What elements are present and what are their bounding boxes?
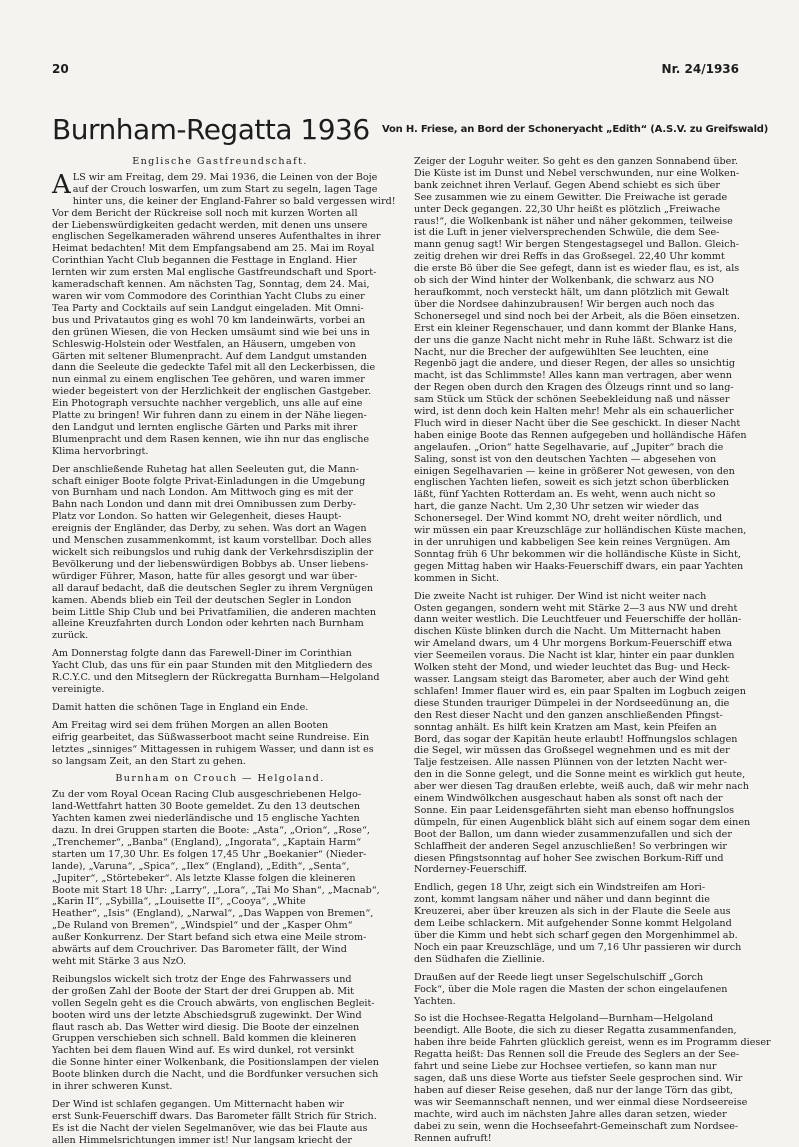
text-line: Heimat bedachten! Mit dem Empfangsabend am 25. Mai im Royal [52,243,375,255]
text-line: eifrig gearbeitet, das Süßwasserboot macht seine Rundreise. Ein [52,731,370,743]
text-line: Yachten kamen zwei niederländische und 15 englische Yachten [52,813,360,825]
text-line: Wolken steht der Mond, und wieder leuchtet das Bug- und Heck- [414,662,731,674]
text-line: weht mit Stärke 3 aus NzO. [52,956,187,967]
text-line: die Segel, wir müssen das Großsegel wegnehmen und es mit der [414,745,730,757]
right-column [414,156,771,1144]
text-line: dabei zu sein, wenn die Hochseefahrt-Gemeinschaft zum Nordsee- [414,1120,739,1132]
left-column [52,156,396,1147]
text-line: der großen Zahl der Boote der Start der drei Gruppen ab. Mit [52,985,354,997]
text-line: fahrt und seine Liebe zur Hochsee vertiefen, so kann man nur [414,1061,717,1073]
text-line: haben einige Boote das Rennen aufgegeben und holländische Häfen [414,429,747,441]
text-line: Yachten bei dem flauen Wind auf. Es wird dunkel, rot versinkt [52,1045,355,1057]
text-line: angelaufen. „Orion“ hatte Segelhavarie, auf „Jupiter“ brach die [414,441,724,453]
text-line: dischen Küste blinken durch die Nacht. Um Mitternacht haben [414,626,721,638]
text-line: die erste Bö über die See gefegt, dann ist es wieder flau, es ist, als [414,263,740,275]
text-line: vollen Segeln geht es die Crouch abwärts, von englischen Begleit- [52,997,375,1009]
text-line: kommen in Sicht. [414,572,500,584]
text-line: Der Wind ist schlafen gegangen. Um Mitternacht haben wir [52,1098,344,1110]
text-line: Tea Party and Cocktails auf sein Landgut eingeladen. Mit Omni- [52,302,364,314]
text-line: Rennen aufruft! [414,1132,492,1144]
paragraph [52,974,388,1093]
text-line: „Karin II“, „Sybilla“, „Louisette II“, „Cooya“, „White [52,896,306,908]
text-line: Noch ein paar Kreuzschläge, und um 7,16 Uhr passieren wir durch [414,941,742,953]
text-line: See zusammen wie zu einem Gewitter. Die Freiwache ist gerade [414,191,728,203]
text-line: Erst ein kleiner Regenschauer, und dann kommt der Blanke Hans, [414,322,737,334]
text-line: Regatta heißt: Das Rennen soll die Freude des Seglers an der See- [414,1049,740,1061]
text-line: Reibungslos wickelt sich trotz der Enge des Fahrwassers und [52,973,352,985]
text-line: Draußen auf der Reede liegt unser Segelschulschiff „Gorch [414,971,704,983]
text-line: bus und Privatautos ging es wohl 70 km landeinwärts, vorbei an [52,314,366,326]
text-line: ob sich der Wind hinter der Wolkenbank, die schwarz aus NO [414,275,715,287]
text-line: Zeiger der Loguhr weiter. So geht es den ganzen Sonnabend über. [414,156,738,167]
paragraph [52,1099,388,1147]
text-line: kamen. Abends blieb ein Teil der deutschen Segler in London [52,594,352,606]
text-line: wir müssen ein paar Kreuzschläge zur holländischen Küste machen, [414,525,747,537]
text-line: lernten wir zum ersten Mal englische Gastfreundschaft und Sport- [52,267,377,279]
text-line: zurück. [52,630,89,642]
text-line: den Rest dieser Nacht und den ganzen anschließenden Pfingst- [414,709,723,721]
text-line: den Landgut und lernten englische Gärten und Parks mit ihrer [52,421,358,433]
paragraph [52,720,388,768]
text-line: auf der Crouch loswarfen, um zum Start zu segeln, lagen Tage [72,183,378,195]
text-line: über die Kimm und hebt sich scharf gegen den Morgenhimmel ab. [414,930,738,941]
text-line: allen Himmelsrichtungen immer ist! Nur langsam kriecht der [52,1134,352,1146]
text-line: ist die Luft in jener vielversprechenden Schwüle, die dem See- [414,227,720,239]
text-line: haben ihre beide Fahrten glücklich gereist, wenn es im Programm dieser [414,1037,771,1049]
text-line: englischen Segelkameraden während unseres Aufenthaltes in ihrer [52,231,381,243]
text-line: den Südhafen die Ziellinie. [414,953,545,965]
text-line: Sonntag früh 6 Uhr bekommen wir die holländische Küste in Sicht, [414,548,741,560]
text-line: Osten gegangen, sondern weht mit Stärke 2—3 aus NW und dreht [414,602,738,614]
text-line: Yacht Club, das uns für ein paar Stunden mit den Mitgliedern des [52,660,373,672]
text-line: Endlich, gegen 18 Uhr, zeigt sich ein Windstreifen am Hori- [414,882,706,894]
text-line: „Jupiter“, „Störtebeker“. Als letzte Klasse folgen die kleineren [52,872,356,884]
text-line: Kreuzerei, aber über kreuzen als sich in der Flaute die Seele aus [414,906,731,918]
text-line: Fluch wird in dieser Nacht über die See geschickt. In dieser Nacht [414,417,741,429]
text-line: Heather“, „Isis“ (England), „Narwal“, „Das Wappen von Bremen“, [52,908,374,920]
text-line: Schonersegel und sind noch bei der Arbeit, als die Böen einsetzen. [414,310,740,322]
text-line: Nacht, nur die Brecher der aufgewühlten See leuchten, eine [414,346,709,358]
text-line: wickelt sich reibungslos und ruhig dank der Verkehrsdisziplin der [52,547,374,558]
drop-cap: A [52,169,71,200]
article-byline: Von H. Friese, an Bord der Schoneryacht „Edith“ (A.S.V. zu Greifswald) [382,124,769,135]
text-line: Am Freitag wird sei dem frühen Morgen an allen Booten [52,719,329,731]
text-line: Boot der Ballon, um dann wieder zusammenzufallen und sich der [414,828,732,840]
text-line: Schleswig-Holstein oder Westfalen, an Häusern, umgeben von [52,338,356,350]
text-line: Bahn nach London und dann mit drei Omnibussen zum Derby- [52,499,356,511]
text-line: haben auf dieser Reise gesehen, daß nur der lange Törn das gibt, [414,1084,734,1096]
text-line: raus!“, die Wolkenbank ist näher und näher gekommen, teilweise [414,215,733,227]
text-line: sam Stück um Stück der schönen Seebekleidung naß und nässer [414,394,730,406]
text-line: Schonersegel. Der Wind kommt NO, dreht weiter nördlich, und [414,513,723,525]
text-line: wird, ist denn doch kein Halten mehr! Mehr als ein schauerlicher [414,406,734,418]
page-number: 20 [52,62,69,76]
paragraph [52,169,396,458]
text-line: dann weiter westlich. Die Leuchtfeuer und Feuerschiffe der hollän- [414,614,742,626]
text-line: dem Leibe schlackern. Mit aufgehender Sonne kommt Helgoland [414,918,732,930]
text-line: kameradschaft kennen. Am nächsten Tag, Sonntag, dem 24. Mai, [52,279,370,291]
text-line: beendigt. Alle Boote, die sich zu dieser Regatta zusammenfanden, [414,1025,737,1037]
text-line: hart, die ganze Nacht. Um 2,30 Uhr setzen wir wieder das [414,501,699,513]
text-line: LS wir am Freitag, dem 29. Mai 1936, die Leinen von der Boje [72,171,378,183]
text-line: den grünen Wiesen, die von Hecken umsäumt sind wie bei uns in [52,326,370,338]
text-line: außer Konkurrenz. Der Start befand sich etwa eine Meile strom- [52,932,367,944]
paragraph [52,464,388,643]
text-line: „De Ruland von Bremen“, „Windspiel“ und der „Kasper Ohm“ [52,920,353,932]
text-line: dann die Seeleute die gedeckte Tafel mit all den Leckerbissen, die [52,362,376,374]
text-line: in der unruhigen und kabbeligen See kein reines Vergnügen. Am [414,537,731,548]
text-line: Platte zu bringen! Wir fuhren dann zu einem in der Nähe liegen- [52,410,367,422]
text-line: schlafen! Immer flauer wird es, ein paar Spalten im Logbuch zeigen [414,685,746,697]
text-line: in ihrer schweren Kunst. [52,1081,173,1093]
text-line: diesen Pfingstsonntag auf hoher See zwischen Borkum-Riff und [414,852,724,864]
text-line: was wir Seemannschaft nennen, und wer einmal diese Nordseereise [414,1096,748,1108]
paragraph [414,590,751,877]
text-line: waren wir vom Commodore des Corinthian Yacht Clubs zu einer [52,290,365,302]
text-line: aber wer diesen Tag draußen erlebte, weiß auch, daß wir mehr nach [414,781,749,793]
text-line: Die zweite Nacht ist ruhiger. Der Wind ist nicht weiter nach [414,590,707,602]
text-line: zont, kommt langsam näher und näher und dann beginnt die [414,894,710,906]
text-line: erst Sunk-Feuerschiff dwars. Das Barometer fällt Strich für Strich. [52,1110,377,1122]
text-line: einigen Segelhavarien — keine in größerer Not gewesen, von den [414,465,735,477]
paragraph [414,882,748,965]
text-line: Blumenpracht und dem Rasen kennen, wie ihn nur das englische [52,433,370,445]
text-line: starten um 17,30 Uhr. Es folgen 17,45 Uhr „Boekanier“ (Nieder- [52,848,367,860]
text-line: Gruppen verschieben sich schnell. Bald kommen die kleineren [52,1033,357,1045]
text-line: R.C.Y.C. und den Mitseglern der Rückregatta Burnham—Helgoland [52,672,380,684]
text-line: über die Nordsee dahinzubrausen! Wir bergen auch noch das [414,298,715,310]
text-line: lande), „Varuna“, „Spica“, „Ilex“ (England), „Edith“, „Senta“, [52,860,350,872]
paragraph [52,702,388,714]
text-line: wasser. Langsam steigt das Barometer, aber auch der Wind geht [414,673,729,685]
text-line: Saling, sonst ist von den deutschen Yachten — abgesehen von [414,453,717,465]
text-line: abwärts auf dem Crouchriver. Das Barometer fällt, der Wind [52,944,347,956]
text-line: sagen, daß uns diese Worte aus tiefster Seele gesprochen sind. Wir [414,1072,743,1084]
text-line: Yachten. [414,995,456,1007]
text-line: Bord, das sogar der Kapitän heute erlaubt! Hoffnungslos schlagen [414,733,738,745]
text-line: Norderney-Feuerschiff. [414,864,527,876]
text-line: Der anschließende Ruhetag hat allen Seeleuten gut, die Mann- [52,463,359,475]
text-line: letztes „sinniges“ Mittagessen in ruhigem Wasser, und dann ist es [52,743,374,755]
text-line: die Sonne hinter einer Wolkenbank, die Positionslampen der vielen [52,1057,379,1069]
text-line: mann genug sagt! Wir bergen Stengestagsegel und Ballon. Gleich- [414,239,740,251]
paragraph [52,648,388,696]
text-line: Damit hatten die schönen Tage in England ein Ende. [52,701,309,713]
text-line: hinter uns, die keiner der England-Fahrer so bald vergessen wird! [72,195,396,207]
text-line: Fock“, über die Mole ragen die Masten der schon eingelaufenen [414,983,728,995]
article-title: Burnham-Regatta 1936 [52,113,370,146]
section-heading-gastfreundschaft: Englische Gastfreundschaft. [132,156,308,167]
text-line: der Regen oben durch den Kragen des Ölzeugs rinnt und so lang- [414,382,734,394]
text-line: Boote blinken durch die Nacht, und die Bordfunker versuchen sich [52,1069,379,1081]
text-line: vereinigte. [52,683,105,695]
text-line: Schlaffheit der anderen Segel anzuschließen! So verbringen wir [414,840,727,852]
text-line: von Burnham und nach London. Am Mittwoch ging es mit der [52,487,354,499]
text-line: der uns die ganze Nacht nicht mehr in Ruhe läßt. Schwarz ist die [414,334,733,346]
text-line: Boote mit Start 18 Uhr: „Larry“, „Lora“, „Tai Mo Shan“, „Macnab“, [52,884,380,896]
text-line: Bevölkerung und der liebenswürdigen Bobbys ab. Unser liebens- [52,558,369,570]
text-line: beim Little Ship Club und bei Privatfamilien, die anderen machten [52,606,377,618]
text-line: läßt, fünf Yachten Rotterdam an. Es weht, wenn auch nicht so [414,489,716,501]
text-line: sonntag anhält. Es hilft kein Kratzen am Mast, kein Pfeifen an [414,721,717,733]
section-heading-burnham-helgoland: Burnham on Crouch — Helgoland. [115,773,325,785]
text-line: machte, wird auch im nächsten Jahre alles daran setzen, wieder [414,1108,727,1120]
text-line: Zu der vom Royal Ocean Racing Club ausgeschriebenen Helgo- [52,789,362,801]
text-line: Vor dem Bericht der Rückreise soll noch mit kurzen Worten all [52,207,358,219]
text-line: gegen Mittag haben wir Haaks-Feuerschiff dwars, ein paar Yachten [414,560,744,572]
text-line: bank zeichnet ihren Verlauf. Gegen Abend schiebt es sich über [414,179,720,191]
text-line: all darauf bedacht, daß die deutschen Segler zu ihrem Vergnügen [52,582,374,594]
text-line: würdiger Führer, Mason, hatte für alles gesorgt und war über- [52,570,358,582]
text-line: unter Deck gegangen. 22,30 Uhr heißt es plötzlich „Freiwache [414,203,721,215]
text-line: land-Wettfahrt hatten 30 Boote gemeldet. Zu den 13 deutschen [52,801,361,813]
text-line: Es ist die Nacht der vielen Segelmanöver, wie das bei Flaute aus [52,1122,368,1134]
text-line: Talje festzeisen. Alle nassen Plünnen von der letzten Nacht wer- [414,757,727,769]
text-line: Regenbö jagt die andere, und dieser Regen, der alles so unsichtig [414,358,735,370]
text-line: diese Stunden trauriger Dümpelei in der Nordseedünung an, die [414,697,730,709]
text-line: den in die Sonne gelegt, und die Sonne meint es wirklich gut heute, [414,769,746,781]
text-line: dazu. In drei Gruppen starten die Boote: „Asta“, „Orion“, „Rose“, [52,825,370,837]
text-line: zeitig drehen wir drei Reffs in das Großsegel. 22,40 Uhr kommt [414,251,725,263]
text-line: So ist die Hochsee-Regatta Helgoland—Burnham—Helgoland [414,1013,714,1025]
text-line: der Liebenswürdigkeiten gedacht werden, mit denen uns unsere [52,219,368,231]
text-line: Klima hervorbringt. [52,445,149,457]
text-line: Platz vor London. So hatten wir Gelegenheit, dieses Haupt- [52,511,342,523]
text-line: und Menschen zusammenkommt, ist kaum vorstellbar. Doch alles [52,535,372,547]
text-line: ereignis der Engländer, das Derby, zu sehen. Was dort an Wagen [52,523,367,535]
paragraph [52,789,388,968]
text-line: wieder begeistert von der Herzlichkeit der englischen Gastgeber. [52,386,372,398]
text-line: alleine Kreuzfahrten durch London oder kehrten nach Burnham [52,618,364,630]
text-line: flaut rasch ab. Das Wetter wird diesig. Die Boote der einzelnen [52,1021,360,1033]
text-line: heraufkommt, noch versteckt hält, um dann plötzlich mit Gewalt [414,286,729,298]
paragraph [414,1013,771,1144]
text-line: „Trenchemer“, „Banba“ (England), „Ingorata“, „Kaptain Harm“ [52,836,362,848]
text-line: vier Seemeilen voraus. Die Nacht ist klar, hinter ein paar dunklen [414,650,735,662]
text-line: Ein Photograph versuchte nachher vergeblich, uns alle auf eine [52,398,363,410]
text-line: einem Windwölkchen ausgeschaut haben als sonst oft nach der [414,793,723,805]
text-line: dümpeln, für einen Augenblick bläht sich auf einem sogar dem einen [414,816,751,828]
text-line: englischen Yachten liefen, soweit es sich jetzt schon überblicken [414,477,730,489]
issue-number: Nr. 24/1936 [661,62,739,76]
text-line: Die Küste ist im Dunst und Nebel verschwunden, nur eine Wolken- [414,167,740,179]
paragraph [414,972,748,1008]
text-line: macht, ist das Schlimmste! Alles kann man vertragen, aber wenn [414,370,732,382]
text-line: schaft einiger Boote folgte Privat-Einladungen in die Umgebung [52,475,366,487]
text-line: Corinthian Yacht Club begannen die Festtage in England. Hier [52,255,357,267]
text-line: booten wird uns der letzte Abschiedsgruß zugewinkt. Der Wind [52,1009,362,1021]
text-line: nun einmal zu einem englischen Tee gehören, und waren immer [52,374,365,386]
text-line: Am Donnerstag folgte dann das Farewell-Diner im Corinthian [52,648,352,660]
text-line: wir Ameland dwars, um 4 Uhr morgens Borkum-Feuerschiff etwa [414,638,733,650]
paragraph [414,156,748,585]
text-line: so langsam Zeit, an den Start zu gehen. [52,755,246,767]
text-line: Gärten mit seltener Blumenpracht. Auf dem Landgut umstanden [52,350,367,362]
text-line: Sonne. Ein paar Leidensgefährten sieht man ebenso hoffnungslos [414,804,735,816]
